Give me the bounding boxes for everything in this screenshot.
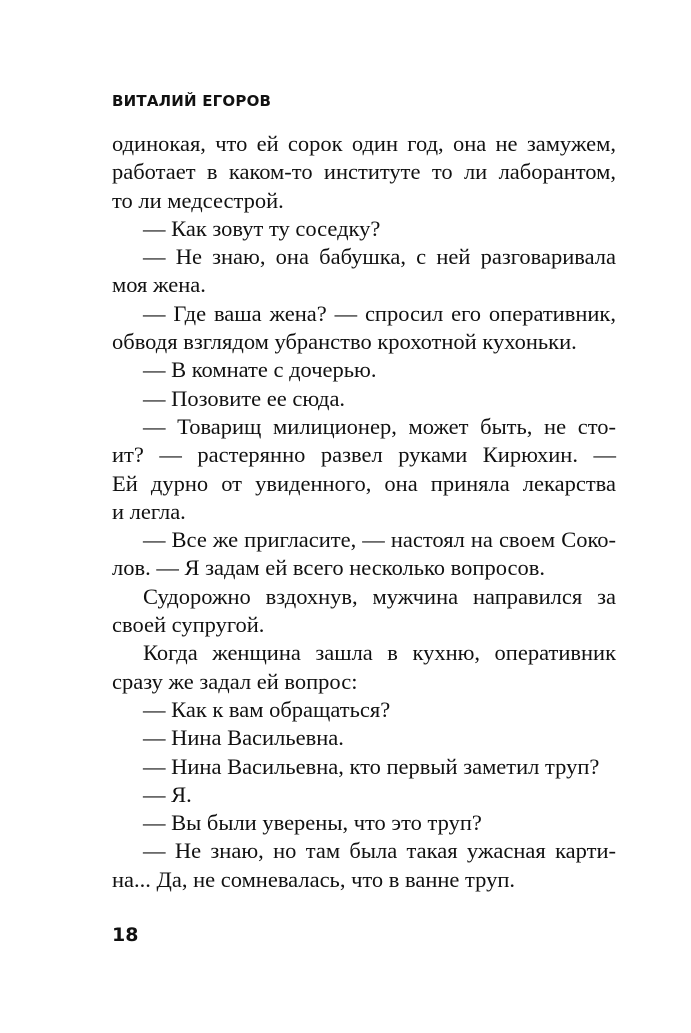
text-line: работает в каком-то институте то ли лаборантом, <box>112 159 616 185</box>
text-line: Ей дурно от увиденного, она приняла лекарства <box>112 470 616 496</box>
text-line: — Нина Васильевна. <box>143 725 344 751</box>
text-line: — В комнате с дочерью. <box>143 357 377 383</box>
body-text <box>112 130 616 894</box>
text-line: — Как зовут ту соседку? <box>143 215 381 241</box>
text-line: то ли медсестрой. <box>112 187 284 213</box>
text-line: Когда женщина зашла в кухню, оперативник <box>143 640 616 666</box>
text-line: Судорожно вздохнув, мужчина направился за <box>143 583 616 609</box>
text-line: — Все же пригласите, — настоял на своем Соко- <box>143 527 616 553</box>
text-line: сразу же задал ей вопрос: <box>112 668 358 694</box>
text-line: — Я. <box>143 781 192 807</box>
text-line: и легла. <box>112 498 186 524</box>
text-line: моя жена. <box>112 272 206 298</box>
running-head-author: ВИТАЛИЙ ЕГОРОВ <box>112 92 272 110</box>
text-line: лов. — Я задам ей всего несколько вопросов. <box>112 555 545 581</box>
text-line: — Позовите ее сюда. <box>143 385 346 411</box>
text-line: — Не знаю, но там была такая ужасная карти- <box>143 838 616 864</box>
text-line: своей супругой. <box>112 612 265 638</box>
text-line: — Вы были уверены, что это труп? <box>143 810 482 836</box>
text-line: обводя взглядом убранство крохотной кухоньки. <box>112 329 577 355</box>
text-line: одинокая, что ей сорок один год, она не замужем, <box>112 131 616 156</box>
page-number: 18 <box>112 924 139 946</box>
text-line: — Как к вам обращаться? <box>143 696 391 722</box>
text-line: — Нина Васильевна, кто первый заметил труп? <box>143 753 600 779</box>
text-line: ит? — растерянно развел руками Кирюхин. — <box>112 442 616 468</box>
text-line: — Где ваша жена? — спросил его оперативник, <box>143 300 616 326</box>
text-line: на... Да, не сомневалась, что в ванне труп. <box>112 866 516 892</box>
text-line: — Товарищ милиционер, может быть, не сто- <box>143 413 616 439</box>
text-line: — Не знаю, она бабушка, с ней разговаривала <box>143 244 616 270</box>
